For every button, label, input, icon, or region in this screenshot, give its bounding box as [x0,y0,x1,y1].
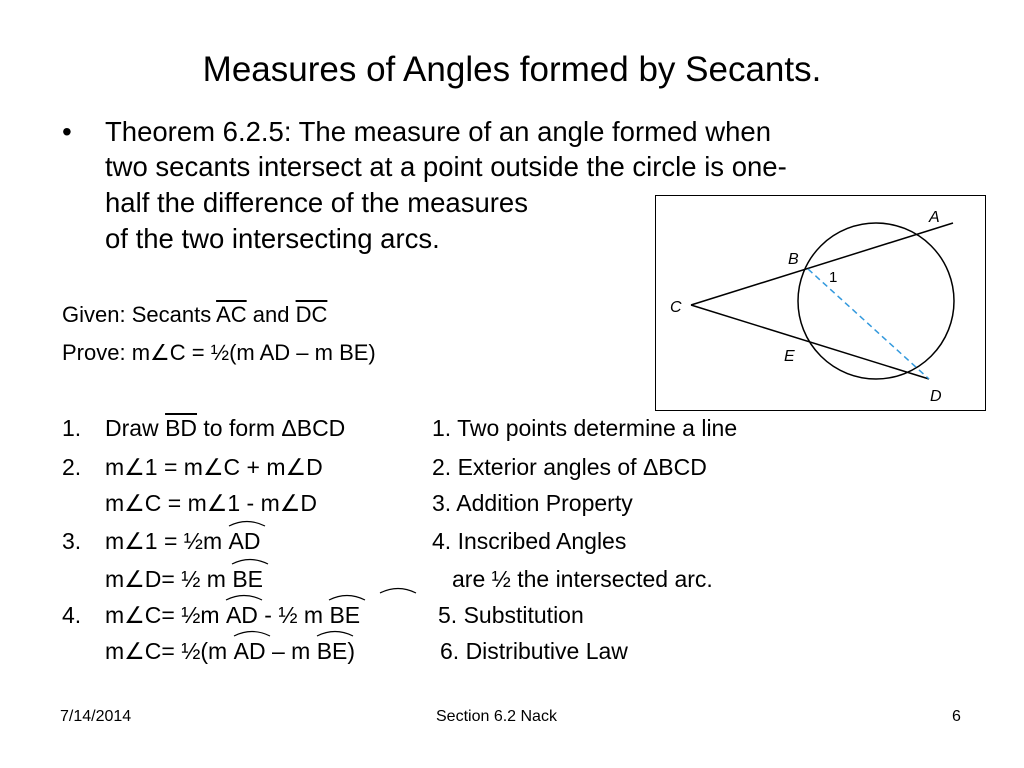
arc-be [232,566,263,593]
arc-ad [229,528,261,555]
arc-mark [227,517,267,527]
chord-bd [808,269,929,379]
statement-4b-post: ) [347,638,356,664]
statement-3b-pre: m∠D= ½ m [105,566,233,592]
statement-2b: m∠C = m∠1 - m∠D [105,490,317,516]
statement-1 [105,415,345,442]
statement-4a [105,602,360,629]
statement-2a: m∠1 = m∠C + m∠D [105,454,323,480]
step-number-1: 1. [62,415,82,441]
label-d: D [930,388,942,405]
footer-page-number: 6 [952,708,961,725]
label-angle-1: 1 [829,269,838,286]
footer-date: 7/14/2014 [60,708,132,725]
reason-1: 1. Two points determine a line [432,415,738,441]
theorem-line-1: Theorem 6.2.5: The measure of an angle formed when [105,116,771,147]
label-b: B [788,251,799,268]
arc-be-label: BE [232,566,264,592]
theorem-line-3: half the difference of the measures [105,187,528,218]
reason-4a: 5. Substitution [438,602,584,628]
reason-3b: are ½ the intersected arc. [452,566,713,592]
step-number-2: 2. [62,454,82,480]
statement-4a-mid: - ½ m [257,602,330,628]
reason-2b: 3. Addition Property [432,490,633,516]
statement-4b-pre: m∠C= ½(m [105,638,234,664]
statement-4b-mid: – m [265,638,317,664]
statement-4b [105,638,355,665]
prove-prefix: Prove: m [62,340,151,365]
statement-3b [105,566,263,593]
theorem-line-4: of the two intersecting arcs. [105,223,440,254]
reason-2a: 2. Exterior angles of ΔBCD [432,454,707,480]
given-statement [62,302,327,328]
statement-4a-pre: m∠C= ½m [105,602,226,628]
arc-mark [232,627,272,637]
secant-cd [691,305,929,379]
arc-be [329,602,360,629]
slide-title: Measures of Angles formed by Secants. [202,50,822,89]
theorem-line-2: two secants intersect at a point outside the circle is one- [105,151,787,182]
bullet-marker: • [62,116,72,147]
arc-ad-label: AD [225,602,258,628]
step-number-3: 3. [62,528,82,554]
statement-1-pre: Draw [105,415,166,441]
segment-dc: $\overline{DC}$ [295,302,328,327]
label-c: C [670,299,682,316]
arc-mark [224,591,264,601]
footer-center: Section 6.2 Nack [436,708,557,725]
arc-mark [230,555,270,565]
prove-rest: C = ½(m AD – m BE) [169,340,376,365]
arc-ad [234,638,266,665]
arc-mark [327,591,367,601]
stray-arc-mark [378,584,418,594]
secant-diagram [656,196,987,412]
statement-3a [105,528,260,555]
arc-ad-label: AD [228,528,261,554]
arc-be-label: BE [329,602,361,628]
angle-symbol: ∠ [150,340,170,365]
reason-4b: 6. Distributive Law [440,638,628,664]
segment-bd: $\overline{BD}$ [165,415,198,441]
reason-3a: 4. Inscribed Angles [432,528,627,554]
secant-ca [691,223,953,305]
step-number-4: 4. [62,602,82,628]
arc-ad [226,602,258,629]
arc-ad-label: AD [233,638,266,664]
statement-1-post: to form ΔBCD [197,415,346,441]
arc-be [317,638,348,665]
label-a: A [929,209,940,226]
segment-ac: $\overline{AC}$ [216,302,247,327]
secant-figure [655,195,986,411]
given-prefix: Given: Secants [62,302,217,327]
arc-be-label: BE [316,638,348,664]
statement-3a-pre: m∠1 = ½m [105,528,229,554]
arc-mark [315,627,355,637]
given-mid: and [246,302,296,327]
prove-statement [62,340,376,366]
label-e: E [784,348,795,365]
